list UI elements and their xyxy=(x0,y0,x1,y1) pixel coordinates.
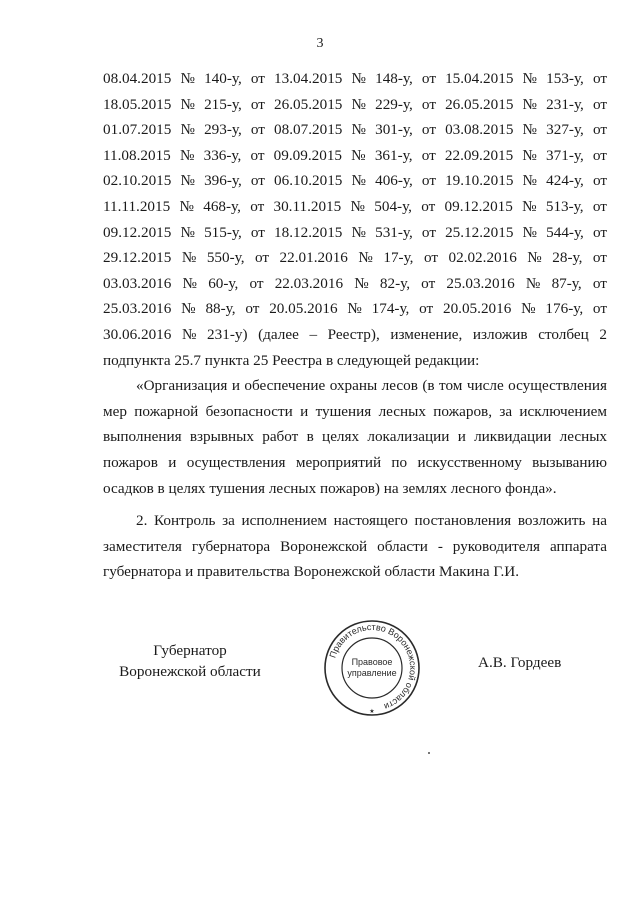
registry-token: 293-у, xyxy=(204,121,242,139)
signatory-name: А.В. Гордеев xyxy=(478,654,562,671)
registry-token: № xyxy=(522,146,537,164)
page-number: 3 xyxy=(316,36,324,51)
registry-token: 544-у, xyxy=(546,223,584,241)
registry-token: 22.01.2016 xyxy=(279,249,348,267)
registry-token: от xyxy=(255,249,270,267)
registry-token: 08.07.2015 xyxy=(274,121,343,139)
registry-token: 229-у, xyxy=(375,95,413,113)
registry-token: 396-у, xyxy=(204,172,242,190)
registry-token: № xyxy=(181,249,197,267)
registry-token: № xyxy=(527,249,542,267)
registry-line xyxy=(103,117,607,143)
registry-token: от xyxy=(421,121,436,139)
registry-token: № xyxy=(180,95,195,113)
registry-token: от xyxy=(592,223,607,241)
registry-token: 09.09.2015 xyxy=(273,146,342,164)
registry-token: 231-у, xyxy=(546,95,584,113)
registry-token: 18.05.2015 xyxy=(103,95,172,113)
registry-token: 215-у, xyxy=(204,95,242,113)
registry-token: 06.10.2015 xyxy=(274,172,343,190)
registry-token: от xyxy=(421,172,436,190)
registry-line xyxy=(103,245,607,271)
registry-token: от xyxy=(419,300,434,318)
registry-line xyxy=(103,143,607,169)
registry-token: № xyxy=(351,70,366,87)
registry-token: № xyxy=(522,121,538,139)
registry-tail: подпункта 25.7 пункта 25 Реестра в следующей редакции: xyxy=(103,351,480,369)
registry-token: 531-у, xyxy=(375,223,413,241)
registry-token: от xyxy=(592,197,607,215)
registry-list xyxy=(103,66,607,348)
registry-token: 25.03.2016 xyxy=(103,300,172,318)
stamp-ring-text: Правительство Воронежской области xyxy=(327,621,419,712)
registry-token: 504-у, xyxy=(374,197,412,215)
registry-token: 18.12.2015 xyxy=(274,223,343,241)
registry-token: 26.05.2015 xyxy=(274,95,343,113)
registry-token: № xyxy=(522,70,538,87)
registry-token: от xyxy=(592,70,607,87)
registry-token: 153-у, xyxy=(546,70,584,87)
registry-token: от xyxy=(421,95,436,113)
registry-token: 176-у, xyxy=(545,300,584,318)
registry-token: от xyxy=(592,172,607,190)
registry-token: 515-у, xyxy=(204,223,242,241)
registry-token: 174-у, xyxy=(371,300,410,318)
registry-token: 26.05.2015 xyxy=(445,95,514,113)
registry-token: № xyxy=(180,121,195,139)
registry-token: 08.04.2015 xyxy=(103,70,172,87)
registry-line xyxy=(103,322,607,348)
registry-token: № xyxy=(180,172,195,190)
control-paragraph: 2. Контроль за исполнением настоящего постановления возложить на заместителя губернатора Воронежской области - руководителя аппарата губернатора и правительства Воронежской области Макина Г.И. xyxy=(103,512,607,581)
registry-token: 406-у, xyxy=(375,172,413,190)
registry-line xyxy=(103,66,607,92)
registry-token: 25.12.2015 xyxy=(445,223,514,241)
registry-token: № xyxy=(351,121,366,139)
registry-token: 29.12.2015 xyxy=(103,249,172,267)
registry-token: Реестр), xyxy=(327,325,380,343)
registry-token: 231-у) xyxy=(207,325,248,343)
registry-token: от xyxy=(421,70,436,87)
registry-token: от xyxy=(250,223,265,241)
registry-token: № xyxy=(179,146,195,164)
registry-token: № xyxy=(179,197,194,215)
registry-token: 371-у, xyxy=(546,146,584,164)
registry-token: № xyxy=(350,197,365,215)
registry-token: № xyxy=(347,300,362,318)
registry-token: 03.03.2016 xyxy=(103,274,172,292)
signatory-title xyxy=(100,640,280,682)
registry-token: от xyxy=(592,95,607,113)
registry-token: № xyxy=(181,300,196,318)
registry-token: 87-у, xyxy=(551,274,582,292)
registry-line xyxy=(103,271,607,297)
registry-token: № xyxy=(351,172,366,190)
registry-token: 22.09.2015 xyxy=(444,146,514,164)
registry-token: № xyxy=(351,146,366,164)
registry-token: от xyxy=(592,121,607,139)
registry-token: 424-у, xyxy=(546,172,584,190)
registry-token: от xyxy=(250,70,265,87)
registry-token: 15.04.2015 xyxy=(445,70,514,87)
signatory-title-line1: Губернатор xyxy=(153,642,227,659)
registry-token: № xyxy=(182,274,198,292)
registry-token: 88-у, xyxy=(205,300,236,318)
registry-token: изложив xyxy=(472,325,528,343)
registry-token: 02.02.2016 xyxy=(448,249,517,267)
registry-token: (далее xyxy=(258,325,299,343)
registry-token: 148-у, xyxy=(375,70,413,87)
registry-token: от xyxy=(423,249,438,267)
registry-token: 140-у, xyxy=(204,70,242,87)
registry-token: № xyxy=(522,223,538,241)
registry-token: № xyxy=(525,274,541,292)
registry-token: 30.06.2016 xyxy=(103,325,172,343)
registry-token: изменение, xyxy=(390,325,463,343)
registry-line xyxy=(103,194,607,220)
stamp-center-line2: управление xyxy=(347,668,397,678)
registry-token: 11.08.2015 xyxy=(103,146,171,164)
registry-token: № xyxy=(521,300,536,318)
registry-token: от xyxy=(592,300,607,318)
scan-speck xyxy=(428,752,430,754)
registry-token: 25.03.2016 xyxy=(446,274,515,292)
registry-token: 03.08.2015 xyxy=(445,121,514,139)
registry-token: от xyxy=(592,274,607,292)
registry-token: от xyxy=(250,146,265,164)
document-body xyxy=(103,66,607,585)
registry-token: № xyxy=(181,325,197,343)
registry-token: от xyxy=(245,300,260,318)
registry-line xyxy=(103,92,607,118)
registry-token: от xyxy=(249,274,264,292)
registry-token: 20.05.2016 xyxy=(442,300,512,318)
registry-line xyxy=(103,168,607,194)
registry-token: 02.10.2015 xyxy=(103,172,172,190)
registry-token: № xyxy=(351,223,366,241)
registry-token: от xyxy=(592,249,607,267)
registry-token: от xyxy=(250,197,265,215)
registry-token: от xyxy=(250,95,265,113)
registry-token: 468-у, xyxy=(203,197,241,215)
registry-token: от xyxy=(421,274,436,292)
registry-token: № xyxy=(522,197,537,215)
registry-token: № xyxy=(358,249,373,267)
registry-token: № xyxy=(522,172,538,190)
registry-token: 11.11.2015 xyxy=(103,197,171,215)
registry-line xyxy=(103,220,607,246)
registry-token: № xyxy=(180,223,195,241)
registry-token: 30.11.2015 xyxy=(273,197,342,215)
signatory-title-line2: Воронежской области xyxy=(119,663,261,680)
registry-token: от xyxy=(592,146,607,164)
registry-token: 09.12.2015 xyxy=(103,223,172,241)
registry-token: от xyxy=(421,223,436,241)
registry-token: № xyxy=(354,274,369,292)
registry-token: 82-у, xyxy=(379,274,410,292)
registry-token: № xyxy=(522,95,538,113)
registry-token: 19.10.2015 xyxy=(445,172,514,190)
registry-token: 336-у, xyxy=(203,146,242,164)
legal-department-stamp xyxy=(322,618,422,718)
registry-token: от xyxy=(421,197,436,215)
stamp-center-line1: Правовое xyxy=(351,657,393,667)
registry-token: 327-у, xyxy=(546,121,584,139)
registry-token: – xyxy=(309,325,318,343)
registry-token: от xyxy=(421,146,436,164)
stamp-star-icon: ★ xyxy=(369,708,375,715)
registry-token: 09.12.2015 xyxy=(444,197,513,215)
registry-token: от xyxy=(250,172,265,190)
registry-token: 361-у, xyxy=(374,146,413,164)
registry-token: 513-у, xyxy=(545,197,584,215)
registry-token: 301-у, xyxy=(375,121,413,139)
registry-token: № xyxy=(351,95,366,113)
registry-token: 550-у, xyxy=(206,249,245,267)
registry-token: № xyxy=(180,70,195,87)
registry-line xyxy=(103,296,607,322)
registry-token: 28-у, xyxy=(552,249,583,267)
registry-token: 17-у, xyxy=(383,249,414,267)
registry-token: от xyxy=(250,121,265,139)
registry-token: 2 xyxy=(599,325,607,343)
registry-token: 01.07.2015 xyxy=(103,121,172,139)
registry-token: столбец xyxy=(538,325,589,343)
registry-token: 20.05.2016 xyxy=(269,300,338,318)
registry-token: 22.03.2016 xyxy=(274,274,344,292)
quote-paragraph: «Организация и обеспечение охраны лесов (в том числе осуществления мер пожарной безопасности и тушения лесных пожаров, за исключением выполнения взрывных работ в целях локализации и ликвидации лесных пожаров и осуществления мероприятий по искусственному вызыванию осадков в целях тушения лесных пожаров) на землях лесного фонда». xyxy=(103,377,607,497)
registry-token: 60-у, xyxy=(208,274,239,292)
registry-token: 13.04.2015 xyxy=(274,70,343,87)
